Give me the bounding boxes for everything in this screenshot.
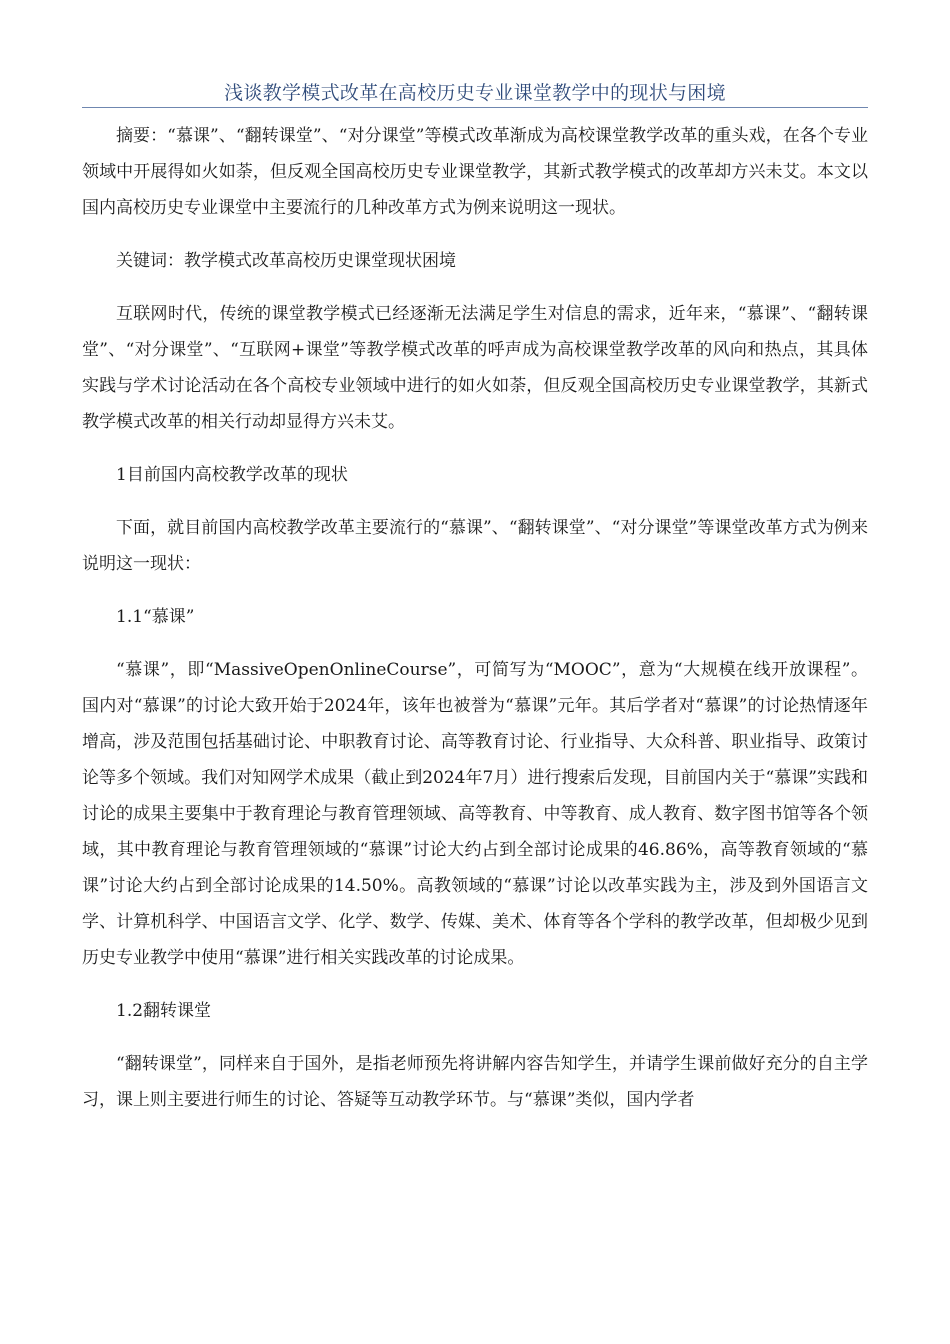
abstract-paragraph: 摘要：“慕课”、“翻转课堂”、“对分课堂”等模式改革渐成为高校课堂教学改革的重头戏，在各个专业领域中开展得如火如荼，但反观全国高校历史专业课堂教学，其新式教学模式的改革却方兴未艾。本文以国内高校历史专业课堂中主要流行的几种改革方式为例来说明这一现状。 — [82, 126, 868, 218]
section-1-1-paragraph: “慕课”，即“MassiveOpenOnlineCourse”，可简写为“MOOC”，意为“大规模在线开放课程”。国内对“慕课”的讨论大致开始于2024年，该年也被誉为“慕课”元年。其后学者对“慕课”的讨论热情逐年增高，涉及范围包括基础讨论、中职教育讨论、高等教育讨论、行业指导、大众科普、职业指导、政策讨论等多个领域。我们对知网学术成果（截止到2024年7月）进行搜索后发现，目前国内关于“慕课”实践和讨论的成果主要集中于教育理论与教育管理领域、高等教育、中等教育、成人教育、数字图书馆等各个领域，其中教育理论与教育管理领域的“慕课”讨论大约占到全部讨论成果的46.86%，高等教育领域的“慕课”讨论大约占到全部讨论成果的14.50%。高教领域的“慕课”讨论以改革实践为主，涉及到外国语言文学、计算机科学、中国语言文学、化学、数学、传媒、美术、体育等各个学科的教学改革，但却极少见到历史专业教学中使用“慕课”进行相关实践改革的讨论成果。 — [82, 660, 868, 968]
header-divider — [82, 107, 868, 108]
keywords-paragraph: 关键词：教学模式改革高校历史课堂现状困境 — [116, 251, 456, 271]
section-1-heading: 1目前国内高校教学改革的现状 — [116, 465, 348, 485]
section-1-2-heading: 1.2翻转课堂 — [116, 1001, 212, 1021]
section-1-1-heading: 1.1“慕课” — [116, 607, 195, 627]
intro-paragraph: 互联网时代，传统的课堂教学模式已经逐渐无法满足学生对信息的需求，近年来，“慕课”、“翻转课堂”、“对分课堂”、“互联网+课堂”等教学模式改革的呼声成为高校课堂教学改革的风向和热点，其具体实践与学术讨论活动在各个高校专业领域中进行的如火如荼，但反观全国高校历史专业课堂教学，其新式教学模式改革的相关行动却显得方兴未艾。 — [82, 304, 868, 432]
document-body — [82, 118, 868, 1135]
section-1-2-paragraph: “翻转课堂”，同样来自于国外，是指老师预先将讲解内容告知学生，并请学生课前做好充分的自主学习，课上则主要进行师生的讨论、答疑等互动教学环节。与“慕课”类似，国内学者 — [82, 1054, 868, 1110]
page-header-title: 浅谈教学模式改革在高校历史专业课堂教学中的现状与困境 — [224, 82, 726, 104]
section-1-intro-paragraph: 下面，就目前国内高校教学改革主要流行的“慕课”、“翻转课堂”、“对分课堂”等课堂改革方式为例来说明这一现状： — [82, 518, 868, 574]
